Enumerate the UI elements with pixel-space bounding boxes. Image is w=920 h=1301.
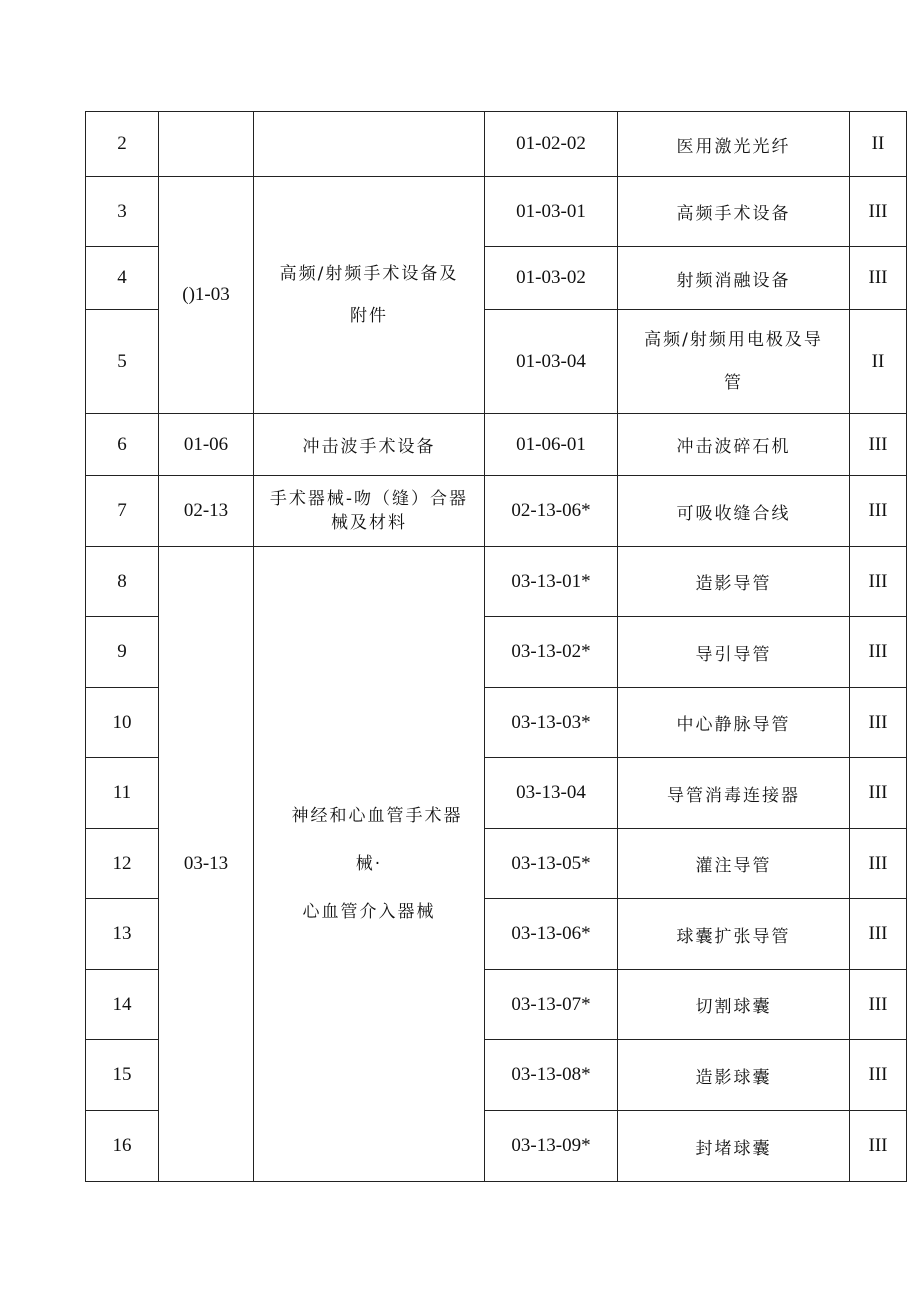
- row-index: 15: [86, 1040, 159, 1111]
- product-code: 03-13-07*: [485, 970, 618, 1040]
- product-name-line: 高频/射频用电极及导: [644, 330, 823, 351]
- product-name: 冲击波碎石机: [618, 414, 850, 476]
- category-name-line: 附件: [350, 306, 388, 326]
- category-code-cell: [159, 112, 254, 177]
- table-row: [86, 177, 907, 247]
- management-class: III: [850, 829, 907, 899]
- product-code: 03-13-02*: [485, 617, 618, 688]
- category-name-line: 手术器械-吻（缝）合器: [269, 488, 469, 509]
- category-name-line: 械及材料: [331, 513, 407, 533]
- management-class: III: [850, 688, 907, 758]
- table-row: [86, 414, 907, 476]
- product-code: 03-13-09*: [485, 1111, 618, 1182]
- management-class: III: [850, 1040, 907, 1111]
- management-class: III: [850, 177, 907, 247]
- category-code: ()1-03: [159, 177, 254, 414]
- management-class: III: [850, 617, 907, 688]
- table-row: [86, 476, 907, 547]
- management-class: II: [850, 310, 907, 414]
- category-name-line: 神经和心血管手术器: [291, 805, 463, 826]
- product-code: 03-13-01*: [485, 547, 618, 617]
- product-code: 03-13-05*: [485, 829, 618, 899]
- product-code: 03-13-04: [485, 758, 618, 829]
- category-name: 冲击波手术设备: [254, 414, 485, 476]
- product-code: 01-03-04: [485, 310, 618, 414]
- category-code: 01-06: [159, 414, 254, 476]
- row-index: 5: [86, 310, 159, 414]
- management-class: III: [850, 970, 907, 1040]
- category-name: [254, 547, 485, 1182]
- row-index: 6: [86, 414, 159, 476]
- device-catalog-table: [85, 111, 907, 1182]
- product-code: 03-13-03*: [485, 688, 618, 758]
- table-row: [86, 112, 907, 177]
- table-row: [86, 547, 907, 617]
- product-code: 03-13-08*: [485, 1040, 618, 1111]
- product-code: 03-13-06*: [485, 899, 618, 970]
- product-name: 导引导管: [618, 617, 850, 688]
- row-index: 8: [86, 547, 159, 617]
- product-name: 封堵球囊: [618, 1111, 850, 1182]
- product-name: 灌注导管: [618, 829, 850, 899]
- product-code: 01-03-01: [485, 177, 618, 247]
- product-name: 球囊扩张导管: [618, 899, 850, 970]
- row-index: 14: [86, 970, 159, 1040]
- product-code: 02-13-06*: [485, 476, 618, 547]
- row-index: 9: [86, 617, 159, 688]
- category-name: [254, 177, 485, 414]
- category-name-line: 高频/射频手术设备及: [279, 263, 459, 284]
- product-name-line: 管: [724, 372, 743, 393]
- product-name: 切割球囊: [618, 970, 850, 1040]
- row-index: 13: [86, 899, 159, 970]
- product-name: [618, 310, 850, 414]
- row-index: 12: [86, 829, 159, 899]
- category-name-line: 心血管介入器械: [302, 902, 436, 923]
- management-class: III: [850, 247, 907, 310]
- row-index: 16: [86, 1111, 159, 1182]
- category-name-cell: [254, 112, 485, 177]
- management-class: III: [850, 1111, 907, 1182]
- product-name: 导管消毒连接器: [618, 758, 850, 829]
- management-class: III: [850, 547, 907, 617]
- product-name: 可吸收缝合线: [618, 476, 850, 547]
- row-index: 3: [86, 177, 159, 247]
- management-class: III: [850, 899, 907, 970]
- product-name: 造影导管: [618, 547, 850, 617]
- product-name: 造影球囊: [618, 1040, 850, 1111]
- category-name-line: 械·: [355, 853, 383, 874]
- management-class: III: [850, 758, 907, 829]
- management-class: II: [850, 112, 907, 177]
- category-code: 03-13: [159, 547, 254, 1182]
- row-index: 10: [86, 688, 159, 758]
- row-index: 11: [86, 758, 159, 829]
- product-name: 射频消融设备: [618, 247, 850, 310]
- row-index: 7: [86, 476, 159, 547]
- product-name: 高频手术设备: [618, 177, 850, 247]
- category-name: [254, 476, 485, 547]
- product-code: 01-02-02: [485, 112, 618, 177]
- management-class: III: [850, 476, 907, 547]
- product-code: 01-06-01: [485, 414, 618, 476]
- product-name: 医用激光光纤: [618, 112, 850, 177]
- management-class: III: [850, 414, 907, 476]
- product-name: 中心静脉导管: [618, 688, 850, 758]
- category-code: 02-13: [159, 476, 254, 547]
- row-index: 4: [86, 247, 159, 310]
- row-index: 2: [86, 112, 159, 177]
- product-code: 01-03-02: [485, 247, 618, 310]
